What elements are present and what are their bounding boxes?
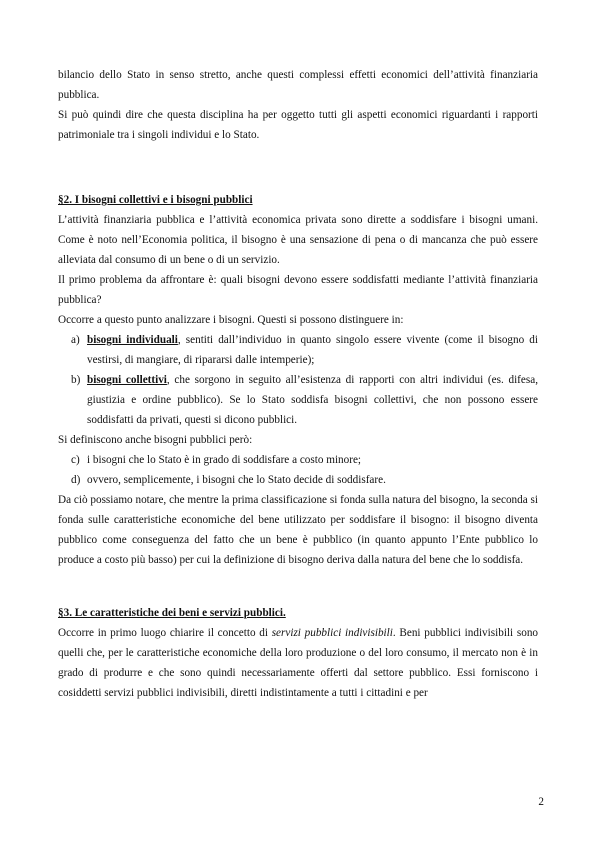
list-marker: c): [71, 454, 80, 466]
list-marker: a): [71, 334, 80, 346]
intro-paragraph-1: bilancio dello Stato in senso stretto, anche questi complessi effetti economici dell’attività finanziaria pubblica.: [58, 69, 538, 101]
list-item-c: [58, 450, 538, 470]
intro-paragraph-2: Si può quindi dire che questa disciplina ha per oggetto tutti gli aspetti economici riguardanti i rapporti patrimoniale tra i singoli individui e lo Stato.: [58, 109, 538, 141]
list-item-a: [58, 330, 538, 370]
page-body: [58, 65, 538, 703]
section-3-heading: §3. Le caratteristiche dei beni e servizi pubblici.: [58, 607, 286, 619]
text-run: . Beni pubblici indivisibili sono quelli che, per le caratteristiche economiche della loro produzione o del loro consumo, il mercato non è in grado di produrre e che sono quindi necessariamente offerti dal settore pubblico. Essi forniscono i cosiddetti servizi pubblici indivisibili, diretti indistintamente a tutti i cittadini e per: [58, 627, 539, 699]
text-run: Occorre in primo luogo chiarire il concetto di: [58, 627, 272, 639]
section-3-paragraph-1: [58, 623, 538, 703]
section-2-paragraph-2: Il primo problema da affrontare è: quali bisogni devono essere soddisfatti mediante l’attività finanziaria pubblica?: [58, 274, 538, 306]
list-term: bisogni collettivi: [87, 374, 167, 386]
list-text: i bisogni che lo Stato è in grado di soddisfare a costo minore;: [87, 454, 362, 466]
list-term: bisogni individuali: [87, 334, 178, 346]
list-text: ovvero, semplicemente, i bisogni che lo Stato decide di soddisfare.: [87, 474, 386, 486]
spacer: [58, 145, 538, 190]
section-2-paragraph-5: Da ciò possiamo notare, che mentre la prima classificazione si fonda sulla natura del bisogno, la seconda si fonda sulle caratteristiche economiche del bene utilizzato per soddisfare il bisogno: il bisogno diventa pubblico come conseguenza del fatto che un bene è pubblico (in quanto appunto l’Ente pubblico lo produce a costo più basso) per cui la definizione di bisogno deriva dalla natura del bene che lo soddisfa.: [58, 494, 538, 566]
section-2-paragraph-1: L’attività finanziaria pubblica e l’attività economica privata sono dirette a soddisfare i bisogni umani. Come è noto nell’Economia politica, il bisogno è una sensazione di pena o di mancanza che può essere alleviata dal consumo di un bene o di un servizio.: [58, 214, 538, 266]
spacer: [58, 570, 538, 603]
list-text: , che sorgono in seguito all’esistenza di rapporti con altri individui (es. difesa, giustizia e ordine pubblico). Se lo Stato soddisfa bisogni collettivi, che non possono essere soddisfatti da privati, questi si dicono pubblici.: [87, 374, 538, 426]
list-item-b: [58, 370, 538, 430]
needs-list: [58, 330, 538, 430]
public-needs-list: [58, 450, 538, 490]
section-2-heading: §2. I bisogni collettivi e i bisogni pubblici: [58, 194, 253, 206]
section-2-paragraph-4: Si definiscono anche bisogni pubblici però:: [58, 434, 253, 446]
list-marker: b): [71, 374, 81, 386]
emphasized-term: servizi pubblici indivisibili: [271, 627, 393, 639]
page-number: 2: [538, 796, 544, 808]
list-text: , sentiti dall’individuo in quanto singolo essere vivente (come il bisogno di vestirsi, di mangiare, di ripararsi dalle intemperie);: [87, 334, 538, 366]
list-item-d: [58, 470, 538, 490]
section-2-paragraph-3: Occorre a questo punto analizzare i bisogni. Questi si possono distinguere in:: [58, 314, 404, 326]
list-marker: d): [71, 474, 81, 486]
